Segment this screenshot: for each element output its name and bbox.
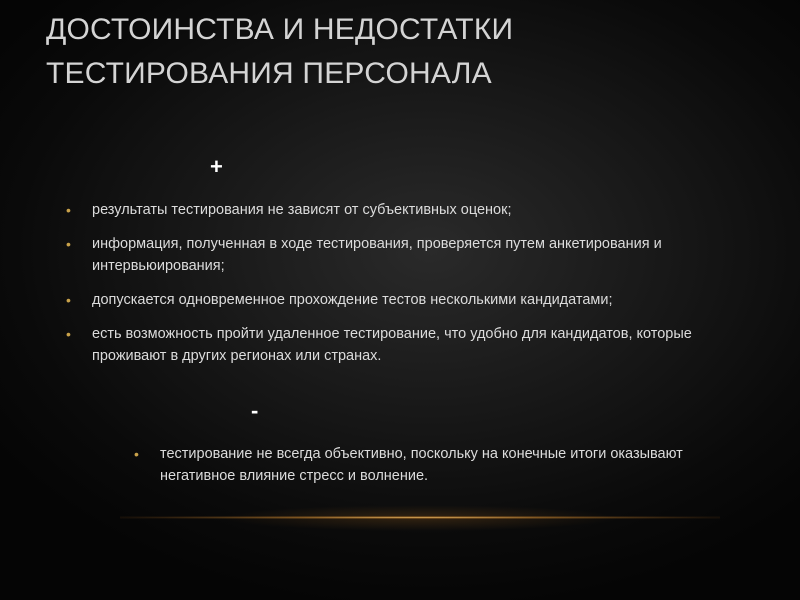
advantages-list (66, 199, 752, 379)
advantages-plus-sign: + (210, 154, 223, 179)
advantage-item-text: результаты тестирования не зависят от субъективных оценок; (92, 202, 512, 218)
disadvantage-item (134, 443, 720, 487)
advantage-item-text: есть возможность пройти удаленное тестирование, что удобно для кандидатов, которые проживают в других регионах или странах. (92, 326, 692, 364)
bullet-icon: • (134, 446, 139, 462)
advantage-item-text: допускается одновременное прохождение тестов несколькими кандидатами; (92, 292, 613, 308)
advantage-item (66, 289, 752, 311)
advantage-item (66, 323, 752, 367)
advantage-item-text: информация, полученная в ходе тестирования, проверяется путем анкетирования и интервьюирования; (92, 236, 662, 274)
bullet-icon: • (66, 326, 71, 342)
slide-title (46, 8, 746, 96)
decorative-glow-line (120, 516, 720, 519)
disadvantage-item-text: тестирование не всегда объективно, поскольку на конечные итоги оказывают негативное влияние стресс и волнение. (160, 446, 683, 484)
disadvantages-list (134, 443, 720, 487)
advantage-item (66, 233, 752, 277)
bullet-icon: • (66, 236, 71, 252)
disadvantages-minus-sign: - (251, 398, 259, 423)
slide-title-line-2: ТЕСТИРОВАНИЯ ПЕРСОНАЛА (46, 57, 492, 90)
slide-title-line-1: ДОСТОИНСТВА И НЕДОСТАТКИ (46, 13, 514, 46)
bullet-icon: • (66, 292, 71, 308)
bullet-icon: • (66, 202, 71, 218)
advantage-item (66, 199, 752, 221)
